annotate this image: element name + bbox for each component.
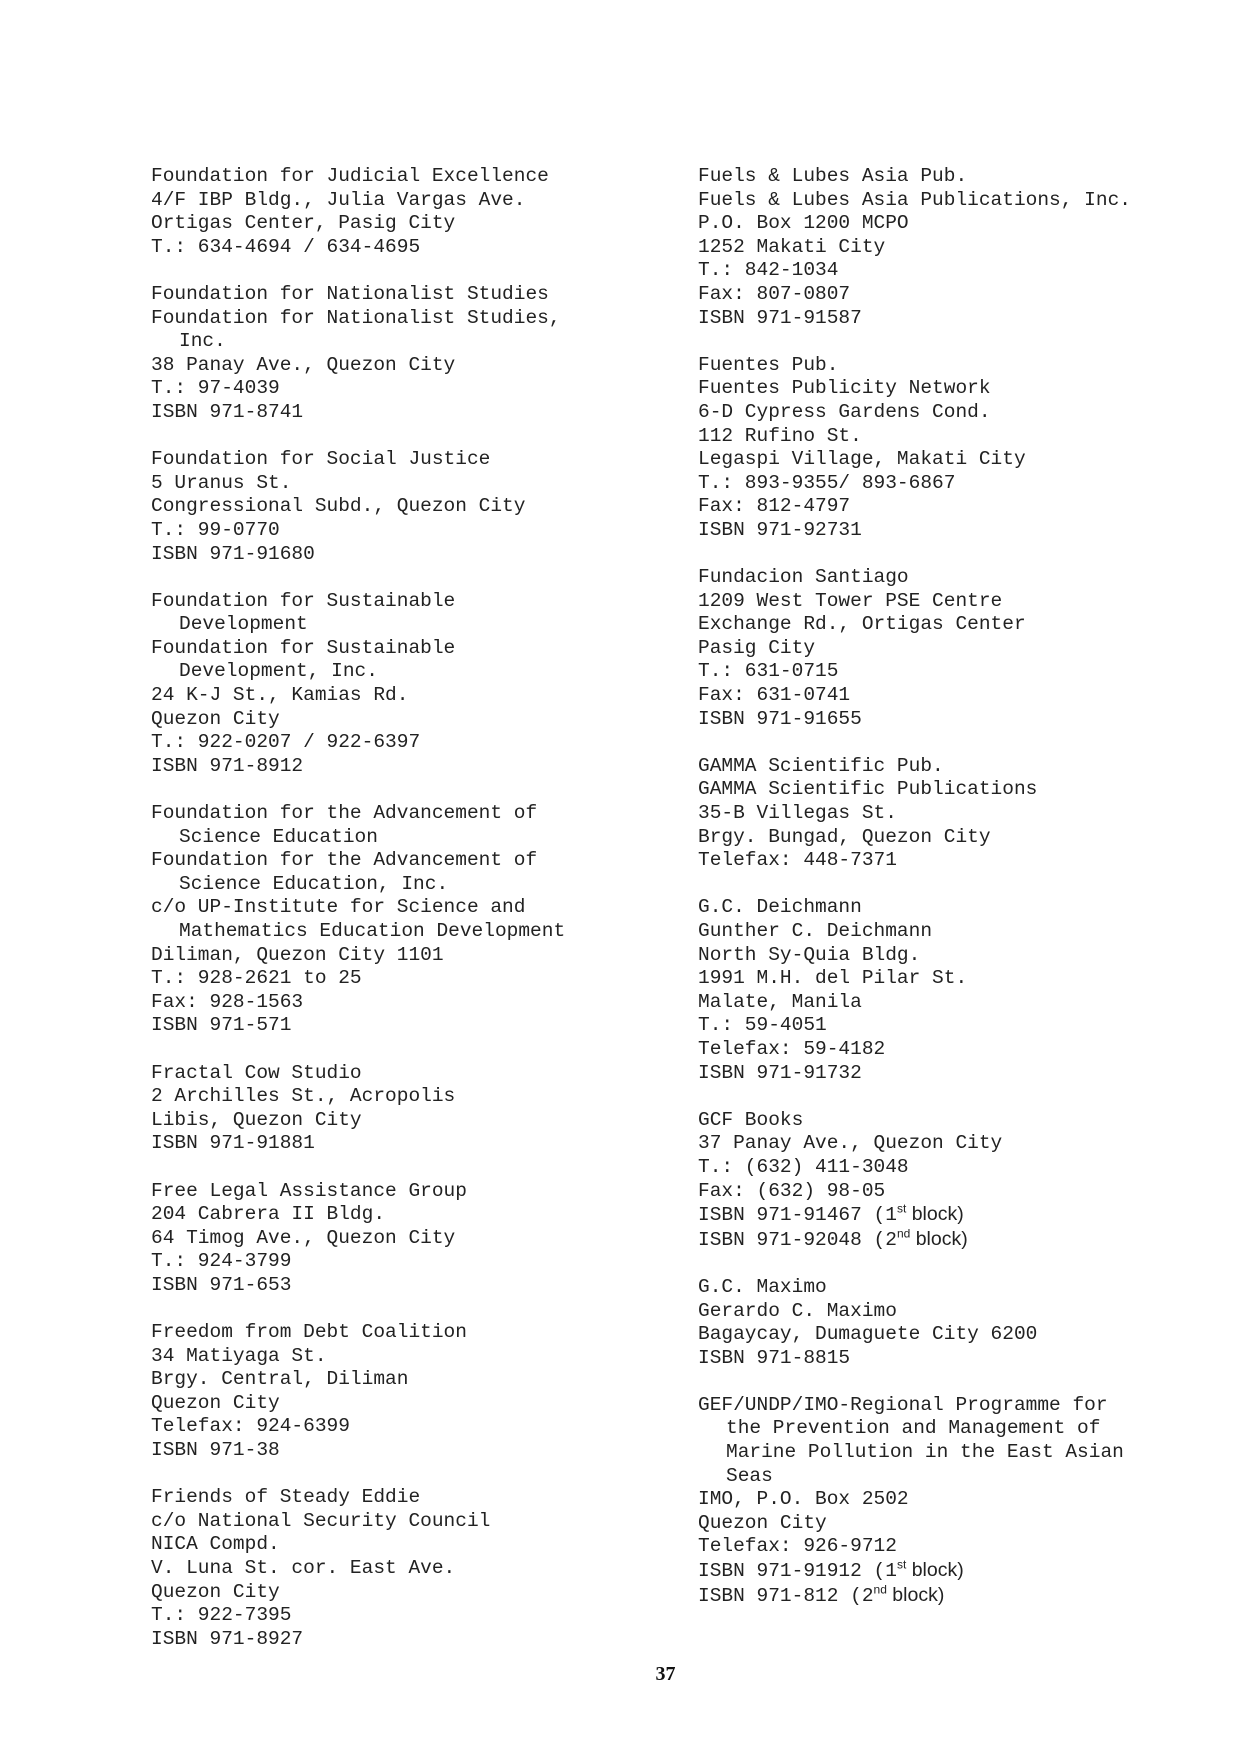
address-line: Ortigas Center, Pasig City: [151, 212, 456, 235]
phone-line: T.: 99-0770: [151, 518, 280, 541]
isbn-line: ISBN 971-8815: [698, 1346, 851, 1369]
phone-line: T.: (632) 411-3048: [698, 1155, 909, 1178]
address-line: Brgy. Central, Diliman: [151, 1368, 409, 1391]
isbn-line: ISBN 971-8741: [151, 400, 304, 423]
block-label: block): [910, 1227, 968, 1250]
address-line: Brgy. Bungad, Quezon City: [698, 825, 991, 848]
address-line-cont: Mathematics Education Development: [179, 920, 566, 942]
phone-line: T.: 928-2621 to 25: [151, 967, 362, 990]
publisher-full-name-cont: Inc.: [179, 330, 226, 353]
address-line: Congressional Subd., Quezon City: [151, 495, 526, 518]
publisher-entry: [151, 165, 671, 259]
publisher-full-name: GAMMA Scientific Publications: [698, 778, 1038, 801]
isbn-line: ISBN 971-91680: [151, 542, 315, 565]
isbn-line: ISBN 971-8927: [151, 1627, 304, 1650]
publisher-entry: [698, 896, 1228, 1085]
publisher-entry: [698, 566, 1228, 731]
address-line: 34 Matiyaga St.: [151, 1344, 327, 1367]
publisher-entry: [151, 1486, 671, 1651]
publisher-name: Freedom from Debt Coalition: [151, 1321, 467, 1344]
isbn-line: [698, 1584, 1228, 1609]
address-line: 64 Timog Ave., Quezon City: [151, 1226, 456, 1249]
address-line: Quezon City: [151, 1580, 280, 1603]
publisher-full-name: Gunther C. Deichmann: [698, 920, 933, 942]
address-line: NICA Compd.: [151, 1533, 280, 1556]
block-label: block): [906, 1203, 964, 1226]
address-line: Quezon City: [151, 707, 280, 730]
publisher-name-cont: Science Education: [179, 825, 378, 848]
publisher-name: Fuels & Lubes Asia Pub.: [698, 165, 968, 187]
publisher-name-cont: Seas: [726, 1464, 773, 1487]
publisher-entry: [698, 1394, 1228, 1608]
publisher-name: Foundation for Sustainable: [151, 589, 456, 612]
fax-line: Fax: 631-0741: [698, 684, 851, 707]
address-line: Legaspi Village, Makati City: [698, 448, 1026, 471]
phone-line: T.: 634-4694 / 634-4695: [151, 235, 421, 258]
ordinal-suffix: nd: [873, 1582, 887, 1597]
address-line: IMO, P.O. Box 2502: [698, 1488, 909, 1511]
publisher-name: Fundacion Santiago: [698, 566, 909, 589]
publisher-entry: [151, 590, 671, 779]
publisher-full-name: Foundation for the Advancement of: [151, 849, 538, 872]
publisher-name: Foundation for Judicial Excellence: [151, 165, 549, 187]
publisher-name: Friends of Steady Eddie: [151, 1486, 421, 1509]
publisher-entry: [151, 1062, 671, 1156]
fax-line: Fax: (632) 98-05: [698, 1179, 886, 1202]
publisher-entry: [698, 354, 1228, 543]
isbn-line: ISBN 971-8912: [151, 754, 304, 777]
telefax-line: Telefax: 448-7371: [698, 849, 897, 872]
address-line: V. Luna St. cor. East Ave.: [151, 1557, 456, 1580]
left-column: [151, 165, 671, 1675]
block-label: block): [886, 1583, 945, 1606]
address-line: 1991 M.H. del Pilar St.: [698, 967, 968, 990]
publisher-name: G.C. Maximo: [698, 1275, 827, 1298]
phone-line: T.: 631-0715: [698, 660, 839, 683]
telefax-line: Telefax: 924-6399: [151, 1415, 350, 1438]
address-line: 35-B Villegas St.: [698, 802, 897, 825]
address-line: Exchange Rd., Ortigas Center: [698, 613, 1026, 636]
publisher-name-cont: Marine Pollution in the East Asian: [726, 1441, 1124, 1464]
telefax-line: Telefax: 59-4182: [698, 1037, 886, 1060]
address-line: 4/F IBP Bldg., Julia Vargas Ave.: [151, 188, 526, 211]
isbn-text: ISBN 971-812 (2: [698, 1584, 874, 1607]
publisher-full-name: Fuels & Lubes Asia Publications, Inc.: [698, 188, 1131, 211]
isbn-line: [698, 1228, 1228, 1253]
publisher-name: Fuentes Pub.: [698, 353, 839, 376]
phone-line: T.: 842-1034: [698, 259, 839, 282]
address-line: 112 Rufino St.: [698, 424, 862, 447]
publisher-entry: [151, 448, 671, 566]
isbn-line: ISBN 971-92731: [698, 518, 862, 541]
address-line: Libis, Quezon City: [151, 1108, 362, 1131]
publisher-name: Free Legal Assistance Group: [151, 1179, 467, 1202]
isbn-line: ISBN 971-91881: [151, 1132, 315, 1155]
address-line: 24 K-J St., Kamias Rd.: [151, 684, 409, 707]
address-line: c/o UP-Institute for Science and: [151, 896, 526, 919]
isbn-line: ISBN 971-38: [151, 1439, 280, 1462]
phone-line: T.: 97-4039: [151, 377, 280, 400]
address-line: 2 Archilles St., Acropolis: [151, 1085, 456, 1108]
publisher-name: GEF/UNDP/IMO-Regional Programme for: [698, 1393, 1108, 1416]
address-line: c/o National Security Council: [151, 1509, 491, 1532]
publisher-name: Foundation for Nationalist Studies: [151, 282, 549, 305]
phone-line: T.: 893-9355/ 893-6867: [698, 471, 956, 494]
isbn-text: ISBN 971-92048 (2: [698, 1228, 897, 1251]
block-label: block): [906, 1559, 964, 1582]
fax-line: Fax: 812-4797: [698, 495, 851, 518]
publisher-entry: [151, 1321, 671, 1463]
publisher-full-name: Foundation for Sustainable: [151, 636, 456, 659]
publisher-full-name: Foundation for Nationalist Studies,: [151, 306, 561, 329]
ordinal-suffix: st: [896, 1201, 907, 1216]
right-column: [698, 165, 1228, 1632]
publisher-name: GCF Books: [698, 1108, 804, 1131]
publisher-entry: [698, 165, 1228, 330]
isbn-text: ISBN 971-91467 (1: [698, 1204, 897, 1227]
phone-line: T.: 59-4051: [698, 1014, 827, 1037]
publisher-full-name-cont: Development, Inc.: [179, 660, 378, 683]
ordinal-suffix: st: [896, 1557, 907, 1572]
phone-line: T.: 922-0207 / 922-6397: [151, 731, 421, 754]
address-line: Quezon City: [151, 1391, 280, 1414]
publisher-full-name: Gerardo C. Maximo: [698, 1299, 897, 1322]
phone-line: T.: 924-3799: [151, 1250, 292, 1273]
ordinal-suffix: nd: [896, 1226, 911, 1241]
isbn-line: ISBN 971-91732: [698, 1061, 862, 1084]
page-number: 37: [655, 1663, 676, 1685]
address-line: Quezon City: [698, 1511, 827, 1534]
publisher-entry: [151, 802, 671, 1038]
telefax-line: Telefax: 926-9712: [698, 1535, 897, 1558]
isbn-line: ISBN 971-571: [151, 1014, 292, 1037]
publisher-full-name-cont: Science Education, Inc.: [179, 872, 449, 895]
isbn-text: ISBN 971-91912 (1: [698, 1560, 897, 1583]
isbn-line: ISBN 971-653: [151, 1273, 292, 1296]
address-line: 5 Uranus St.: [151, 471, 292, 494]
publisher-entry: [151, 1180, 671, 1298]
address-line: 6-D Cypress Gardens Cond.: [698, 400, 991, 423]
publisher-name: G.C. Deichmann: [698, 896, 862, 919]
publisher-name-cont: Development: [179, 613, 308, 636]
publisher-entry: [698, 1109, 1228, 1253]
fax-line: Fax: 807-0807: [698, 282, 851, 305]
isbn-line: [698, 1559, 1228, 1584]
address-line: 204 Cabrera II Bldg.: [151, 1203, 386, 1226]
isbn-line: ISBN 971-91587: [698, 306, 862, 329]
publisher-name-cont: the Prevention and Management of: [726, 1417, 1101, 1440]
publisher-entry: [698, 755, 1228, 873]
address-line: 1209 West Tower PSE Centre: [698, 589, 1003, 612]
publisher-name: Foundation for Social Justice: [151, 448, 491, 471]
address-line: 37 Panay Ave., Quezon City: [698, 1132, 1003, 1155]
address-line: Bagaycay, Dumaguete City 6200: [698, 1323, 1038, 1346]
address-line: Pasig City: [698, 636, 816, 659]
address-line: 38 Panay Ave., Quezon City: [151, 353, 456, 376]
publisher-full-name: Fuentes Publicity Network: [698, 377, 991, 400]
publisher-entry: [151, 283, 671, 425]
publisher-entry: [698, 1276, 1228, 1370]
address-line: 1252 Makati City: [698, 235, 886, 258]
address-line: P.O. Box 1200 MCPO: [698, 212, 909, 235]
publisher-name: GAMMA Scientific Pub.: [698, 754, 944, 777]
isbn-line: ISBN 971-91655: [698, 707, 862, 730]
publisher-name: Fractal Cow Studio: [151, 1061, 362, 1084]
address-line: Malate, Manila: [698, 990, 862, 1013]
phone-line: T.: 922-7395: [151, 1604, 292, 1627]
address-line: North Sy-Quia Bldg.: [698, 943, 921, 966]
isbn-line: [698, 1203, 1228, 1228]
address-line: Diliman, Quezon City 1101: [151, 943, 444, 966]
fax-line: Fax: 928-1563: [151, 990, 304, 1013]
publisher-name: Foundation for the Advancement of: [151, 802, 538, 825]
